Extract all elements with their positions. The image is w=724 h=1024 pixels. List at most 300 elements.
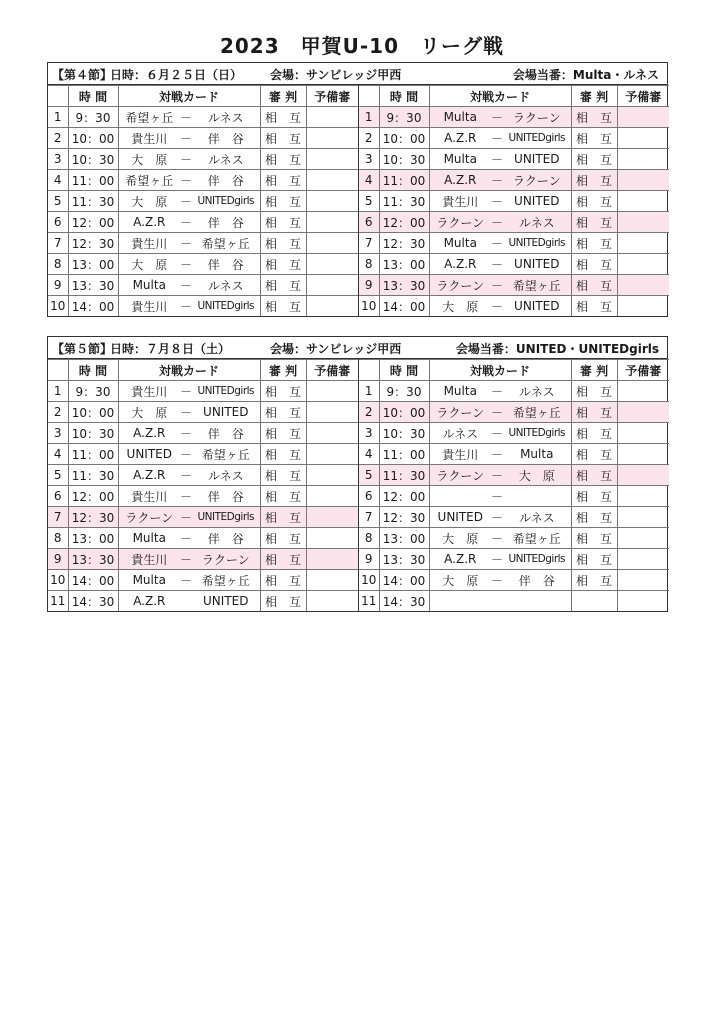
vs-separator: － [180,215,193,230]
referee-cell: 相 互 [260,465,306,486]
reserve-referee-cell [617,254,669,275]
match-cell [118,233,260,254]
reserve-referee-cell [306,486,358,507]
table-row [359,107,669,128]
schedule-right [358,359,669,611]
match-cell [429,591,571,612]
table-row [359,444,669,465]
table-row [48,170,358,191]
vs-separator: － [180,173,193,188]
home-team: 希望ヶ丘 [125,173,174,188]
table-row [359,149,669,170]
match-number: 4 [359,170,379,191]
match-time: 12：00 [68,212,118,233]
match-card [119,404,260,421]
vs-separator: － [180,152,193,167]
vs-separator: － [491,152,504,167]
away-team: ルネス [207,110,244,125]
reserve-referee-cell [617,465,669,486]
match-number: 2 [48,402,68,423]
match-time: 10：00 [379,128,429,149]
home-team: 貴生川 [131,384,168,399]
match-time: 12：30 [68,233,118,254]
referee-cell: 相 互 [571,254,617,275]
match-number: 9 [48,275,68,296]
match-card [119,256,260,273]
match-number: 11 [359,591,379,612]
home-team: Multa [132,573,166,587]
home-team: Multa [443,152,477,166]
away-team: UNITEDgirls [508,237,566,249]
reserve-referee-cell [306,528,358,549]
table-row [48,402,358,423]
referee-cell: 相 互 [260,402,306,423]
header-time: 時 間 [379,86,429,107]
table-row [359,507,669,528]
reserve-referee-cell [617,170,669,191]
match-number: 4 [359,444,379,465]
match-cell [429,170,571,191]
schedule-table [48,85,358,316]
match-number: 2 [48,128,68,149]
round-header [48,63,667,85]
match-card [430,151,571,168]
reserve-referee-cell [306,212,358,233]
round-host: 会場当番：UNITED・UNITEDgirls [455,342,659,356]
reserve-referee-cell [306,107,358,128]
vs-separator: － [180,110,193,125]
match-card [119,298,260,315]
table-row [359,423,669,444]
match-card [119,193,260,210]
table-row [48,107,358,128]
match-number: 8 [359,528,379,549]
vs-separator: － [180,257,193,272]
match-time: 9：30 [379,107,429,128]
away-team: UNITED [203,594,249,608]
vs-separator: － [491,194,504,209]
schedule-right [358,85,669,316]
away-team: 希望ヶ丘 [201,236,250,251]
match-cell [429,549,571,570]
match-cell [118,128,260,149]
home-team: 貴生川 [131,236,168,251]
match-card [430,256,571,273]
match-card [430,425,571,442]
match-card [430,298,571,315]
match-time: 9：30 [68,107,118,128]
match-cell [429,149,571,170]
away-team: 希望ヶ丘 [201,447,250,462]
match-number: 10 [48,570,68,591]
reserve-referee-cell [306,170,358,191]
table-row [359,465,669,486]
match-number: 9 [359,549,379,570]
away-team: 伴 谷 [518,573,555,588]
referee-cell: 相 互 [260,507,306,528]
match-time: 10：30 [379,423,429,444]
away-team: ルネス [518,510,555,525]
away-team: UNITEDgirls [508,427,566,439]
match-time: 11：00 [68,170,118,191]
away-team: ルネス [207,278,244,293]
reserve-referee-cell [617,149,669,170]
reserve-referee-cell [306,254,358,275]
reserve-referee-cell [617,128,669,149]
vs-separator: － [491,299,504,314]
reserve-referee-cell [617,275,669,296]
match-cell [118,444,260,465]
match-number: 9 [48,549,68,570]
match-cell [118,170,260,191]
referee-cell: 相 互 [260,296,306,317]
match-cell [118,486,260,507]
match-cell [429,191,571,212]
vs-separator: － [180,405,193,420]
match-card [430,383,571,400]
away-team: 伴 谷 [207,131,244,146]
referee-cell: 相 互 [571,570,617,591]
match-time: 14：00 [379,296,429,317]
away-team: 希望ヶ丘 [512,278,561,293]
referee-cell: 相 互 [260,549,306,570]
table-row [359,528,669,549]
match-cell [429,570,571,591]
header-time: 時 間 [68,360,118,381]
match-number: 9 [359,275,379,296]
table-row [359,381,669,402]
reserve-referee-cell [617,423,669,444]
referee-cell: 相 互 [260,149,306,170]
match-time: 13：30 [379,549,429,570]
match-cell [429,212,571,233]
home-team: 貴生川 [131,299,168,314]
home-team: A.Z.R [133,594,166,608]
match-time: 9：30 [68,381,118,402]
table-row [359,275,669,296]
referee-cell: 相 互 [260,381,306,402]
reserve-referee-cell [306,402,358,423]
match-time: 12：00 [379,486,429,507]
reserve-referee-cell [617,591,669,612]
home-team: ラクーン [436,215,485,230]
match-time: 13：00 [379,254,429,275]
referee-cell: 相 互 [571,296,617,317]
match-card [430,551,571,568]
home-team: A.Z.R [444,131,477,145]
referee-cell: 相 互 [571,212,617,233]
header-no [48,360,68,381]
match-cell [429,423,571,444]
match-number: 2 [359,128,379,149]
referee-cell: 相 互 [571,149,617,170]
match-time: 11：30 [379,465,429,486]
match-number: 8 [48,528,68,549]
away-team: UNITEDgirls [197,385,255,397]
match-time: 14：00 [68,296,118,317]
referee-cell: 相 互 [260,570,306,591]
match-cell [429,507,571,528]
match-cell [429,381,571,402]
header-reserve: 予備審 [617,360,669,381]
home-team: ラクーン [436,468,485,483]
vs-separator: － [180,468,193,483]
match-time: 12：00 [379,212,429,233]
match-cell [118,381,260,402]
round-5-section [47,336,668,612]
home-team: A.Z.R [133,426,166,440]
away-team: UNITEDgirls [197,300,255,312]
home-team: 貴生川 [131,489,168,504]
match-time: 14：30 [68,591,118,612]
table-row [359,212,669,233]
header-no [359,360,379,381]
away-team: 希望ヶ丘 [512,405,561,420]
away-team: UNITED [203,405,249,419]
table-row [359,402,669,423]
referee-cell: 相 互 [260,107,306,128]
referee-cell: 相 互 [260,591,306,612]
match-cell [429,402,571,423]
match-time: 12：30 [379,507,429,528]
match-number: 3 [359,423,379,444]
referee-cell: 相 互 [260,170,306,191]
referee-cell: 相 互 [571,486,617,507]
table-row [48,233,358,254]
match-cell [118,549,260,570]
vs-separator: － [491,489,504,504]
table-header-row [48,86,358,107]
away-team: 伴 谷 [207,215,244,230]
vs-separator: － [180,426,193,441]
home-team: Multa [443,110,477,124]
reserve-referee-cell [617,570,669,591]
table-row [48,570,358,591]
header-match: 対戦カード [118,360,260,381]
away-team: UNITED [514,257,560,271]
table-row [48,591,358,612]
vs-separator: － [180,131,193,146]
match-number: 11 [48,591,68,612]
vs-separator: － [491,552,504,567]
match-cell [118,402,260,423]
header-no [359,86,379,107]
referee-cell: 相 互 [260,233,306,254]
away-team: UNITED [514,194,560,208]
away-team: ラクーン [201,552,250,567]
referee-cell: 相 互 [260,275,306,296]
table-row [48,507,358,528]
vs-separator: － [180,194,193,209]
match-cell [429,275,571,296]
schedule-table [359,85,669,316]
match-cell [429,233,571,254]
reserve-referee-cell [306,591,358,612]
match-time: 13：30 [68,549,118,570]
match-cell [429,528,571,549]
vs-separator: － [491,405,504,420]
reserve-referee-cell [306,381,358,402]
match-cell [118,570,260,591]
referee-cell [571,591,617,612]
reserve-referee-cell [617,402,669,423]
match-number: 6 [359,486,379,507]
match-time: 13：00 [379,528,429,549]
header-time: 時 間 [68,86,118,107]
table-header-row [359,360,669,381]
home-team: 大 原 [442,531,479,546]
match-number: 6 [48,486,68,507]
vs-separator: － [491,426,504,441]
header-match: 対戦カード [429,86,571,107]
schedule-left [48,359,358,611]
away-team: ラクーン [512,173,561,188]
referee-cell: 相 互 [571,233,617,254]
home-team: A.Z.R [444,552,477,566]
vs-separator: － [491,384,504,399]
table-row [48,465,358,486]
table-row [48,191,358,212]
referee-cell: 相 互 [260,128,306,149]
match-number: 5 [48,465,68,486]
referee-cell: 相 互 [571,423,617,444]
match-cell [429,107,571,128]
match-time: 11：00 [68,444,118,465]
table-row [359,591,669,612]
table-row [359,128,669,149]
header-referee: 審 判 [571,86,617,107]
reserve-referee-cell [306,465,358,486]
match-time: 14：30 [379,591,429,612]
home-team: Multa [443,384,477,398]
referee-cell: 相 互 [571,528,617,549]
match-time: 10：30 [68,423,118,444]
reserve-referee-cell [306,149,358,170]
match-number: 3 [48,149,68,170]
header-referee: 審 判 [260,86,306,107]
reserve-referee-cell [617,107,669,128]
home-team: A.Z.R [444,173,477,187]
match-number: 4 [48,444,68,465]
vs-separator: － [491,447,504,462]
match-card [119,572,260,589]
match-time: 11：00 [379,444,429,465]
home-team: 大 原 [442,299,479,314]
header-reserve: 予備審 [306,86,358,107]
match-number: 1 [48,381,68,402]
referee-cell: 相 互 [260,486,306,507]
match-number: 1 [359,107,379,128]
reserve-referee-cell [306,128,358,149]
match-time: 13：30 [68,275,118,296]
header-no [48,86,68,107]
reserve-referee-cell [306,191,358,212]
home-team: ラクーン [436,278,485,293]
match-time: 11：30 [68,191,118,212]
match-card [430,509,571,526]
match-card [430,277,571,294]
home-team: Multa [132,531,166,545]
match-time: 13：00 [68,254,118,275]
away-team: ラクーン [512,110,561,125]
match-number: 8 [359,254,379,275]
table-row [48,212,358,233]
match-number: 7 [359,507,379,528]
referee-cell: 相 互 [571,107,617,128]
table-row [359,549,669,570]
match-card [430,467,571,484]
vs-separator: － [180,447,193,462]
home-team: Multa [132,278,166,292]
match-time: 12：30 [379,233,429,254]
match-card [430,214,571,231]
table-row [48,254,358,275]
away-team: ルネス [518,215,555,230]
match-cell [429,444,571,465]
referee-cell: 相 互 [571,507,617,528]
table-row [359,570,669,591]
reserve-referee-cell [617,444,669,465]
match-time: 10：00 [68,128,118,149]
home-team: 大 原 [442,573,479,588]
vs-separator: － [180,573,193,588]
match-number: 3 [359,149,379,170]
home-team: ルネス [442,426,479,441]
match-card [430,488,571,505]
table-row [48,275,358,296]
match-cell [429,486,571,507]
vs-separator: － [180,510,193,525]
referee-cell: 相 互 [260,191,306,212]
match-cell [118,212,260,233]
home-team: UNITED [437,510,483,524]
match-card [119,594,260,608]
reserve-referee-cell [306,507,358,528]
match-card [119,277,260,294]
match-card [430,404,571,421]
header-reserve: 予備審 [306,360,358,381]
home-team: 大 原 [131,194,168,209]
home-team: A.Z.R [133,468,166,482]
away-team: UNITED [514,299,560,313]
match-card [119,383,260,400]
reserve-referee-cell [617,528,669,549]
round-label: 【第４節】 [52,68,113,82]
home-team: UNITED [126,447,172,461]
home-team: 貴生川 [442,447,479,462]
referee-cell: 相 互 [260,254,306,275]
match-card [119,151,260,168]
match-cell [429,465,571,486]
home-team: 大 原 [131,257,168,272]
vs-separator: － [180,384,193,399]
home-team: A.Z.R [444,257,477,271]
reserve-referee-cell [617,549,669,570]
vs-separator: － [491,468,504,483]
match-time: 14：00 [68,570,118,591]
schedule-table [48,359,358,611]
header-match: 対戦カード [429,360,571,381]
match-number: 4 [48,170,68,191]
referee-cell: 相 互 [571,128,617,149]
match-number: 2 [359,402,379,423]
referee-cell: 相 互 [571,402,617,423]
round-date: 日時：６月２５日（日） [110,68,243,82]
home-team: ラクーン [125,510,174,525]
match-cell [118,275,260,296]
match-number: 6 [48,212,68,233]
reserve-referee-cell [617,296,669,317]
